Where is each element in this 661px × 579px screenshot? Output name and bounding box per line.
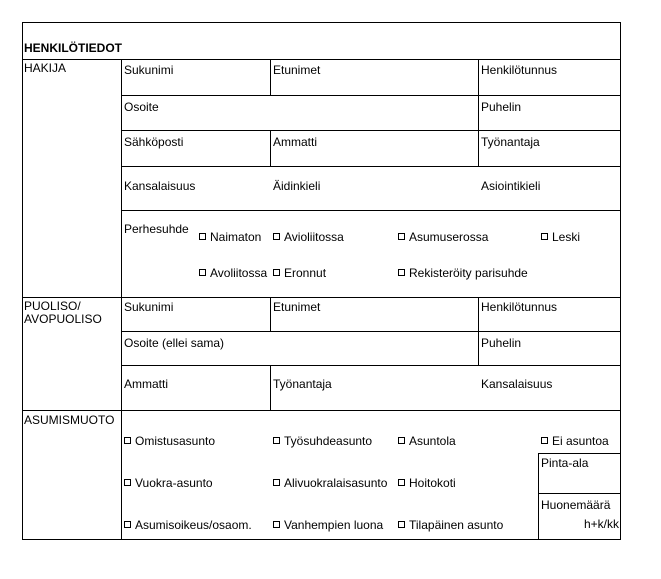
room-count-unit: h+k/kk bbox=[584, 517, 620, 531]
first-names-label: Etunimet bbox=[273, 63, 321, 77]
spouse-housing-divider bbox=[22, 410, 621, 411]
applicant-col2-line-b bbox=[270, 130, 271, 166]
checkbox-icon bbox=[541, 437, 548, 444]
spouse-first-names-label: Etunimet bbox=[273, 300, 321, 314]
checkbox-icon bbox=[124, 521, 131, 528]
spouse-col2-line-a bbox=[270, 297, 271, 331]
checkbox-icon bbox=[398, 233, 405, 240]
label-column-divider bbox=[121, 59, 122, 540]
applicant-col3-line-a bbox=[478, 59, 479, 166]
housing-option-tilapainen-asunto[interactable]: Tilapäinen asunto bbox=[398, 518, 503, 532]
applicant-col2-line-a bbox=[270, 59, 271, 95]
room-count-label: Huonemäärä bbox=[541, 498, 611, 512]
housing-option-tyosuhdeasunto[interactable]: Työsuhdeasunto bbox=[273, 434, 372, 448]
checkbox-icon bbox=[124, 437, 131, 444]
spouse-surname-label: Sukunimi bbox=[124, 300, 174, 314]
title-divider bbox=[22, 59, 621, 60]
spouse-col2-line-b bbox=[270, 365, 271, 410]
applicant-section-label: HAKIJA bbox=[24, 61, 67, 75]
family-option-rekisteroity-parisuhde[interactable]: Rekisteröity parisuhde bbox=[398, 266, 528, 280]
room-count-top-line bbox=[538, 493, 621, 494]
housing-size-column-line bbox=[538, 453, 539, 540]
spouse-nationality-label: Kansalaisuus bbox=[481, 377, 553, 391]
floor-area-top-line bbox=[538, 453, 621, 454]
applicant-row1-divider bbox=[122, 95, 621, 96]
family-option-avoliitossa[interactable]: Avoliitossa bbox=[199, 266, 267, 280]
mother-tongue-label: Äidinkieli bbox=[273, 179, 321, 193]
address-label: Osoite bbox=[124, 100, 159, 114]
spouse-employer-label: Työnantaja bbox=[273, 377, 332, 391]
form-top-border bbox=[22, 22, 621, 23]
spouse-personal-id-label: Henkilötunnus bbox=[481, 300, 558, 314]
checkbox-icon bbox=[541, 233, 548, 240]
family-option-avioliitossa[interactable]: Avioliitossa bbox=[273, 230, 344, 244]
nationality-label: Kansalaisuus bbox=[124, 179, 196, 193]
housing-option-asumisoikeus[interactable]: Asumisoikeus/osaom. bbox=[124, 518, 252, 532]
email-label: Sähköposti bbox=[124, 135, 184, 149]
applicant-row3-divider bbox=[122, 166, 621, 167]
occupation-label: Ammatti bbox=[273, 135, 318, 149]
checkbox-icon bbox=[273, 479, 280, 486]
spouse-row1-divider bbox=[122, 331, 621, 332]
form-left-border bbox=[22, 22, 23, 540]
spouse-occupation-label: Ammatti bbox=[124, 377, 169, 391]
housing-option-omistusasunto[interactable]: Omistusasunto bbox=[124, 434, 215, 448]
surname-label: Sukunimi bbox=[124, 63, 174, 77]
floor-area-label: Pinta-ala bbox=[541, 456, 589, 470]
phone-label: Puhelin bbox=[481, 100, 522, 114]
form-bottom-border bbox=[22, 539, 621, 540]
housing-option-vuokra-asunto[interactable]: Vuokra-asunto bbox=[124, 476, 213, 490]
checkbox-icon bbox=[398, 269, 405, 276]
checkbox-icon bbox=[398, 437, 405, 444]
checkbox-icon bbox=[273, 233, 280, 240]
checkbox-icon bbox=[398, 479, 405, 486]
spouse-phone-label: Puhelin bbox=[481, 336, 522, 350]
spouse-section-label-line1: PUOLISO/ bbox=[24, 299, 81, 313]
housing-option-asuntola[interactable]: Asuntola bbox=[398, 434, 456, 448]
checkbox-icon bbox=[124, 479, 131, 486]
applicant-spouse-divider bbox=[22, 297, 621, 298]
family-option-eronnut[interactable]: Eronnut bbox=[273, 266, 326, 280]
family-option-naimaton[interactable]: Naimaton bbox=[199, 230, 261, 244]
applicant-row2-divider bbox=[122, 130, 621, 131]
housing-option-vanhempien-luona[interactable]: Vanhempien luona bbox=[273, 518, 383, 532]
spouse-row2-divider bbox=[122, 365, 621, 366]
spouse-address-label: Osoite (ellei sama) bbox=[124, 336, 225, 350]
checkbox-icon bbox=[273, 521, 280, 528]
family-option-asumuserossa[interactable]: Asumuserossa bbox=[398, 230, 488, 244]
applicant-row4-divider bbox=[122, 210, 621, 211]
service-language-label: Asiointikieli bbox=[481, 179, 541, 193]
family-option-leski[interactable]: Leski bbox=[541, 230, 580, 244]
checkbox-icon bbox=[199, 233, 206, 240]
checkbox-icon bbox=[199, 269, 206, 276]
housing-option-ei-asuntoa[interactable]: Ei asuntoa bbox=[541, 434, 609, 448]
checkbox-icon bbox=[273, 269, 280, 276]
housing-option-hoitokoti[interactable]: Hoitokoti bbox=[398, 476, 456, 490]
family-status-label: Perhesuhde bbox=[124, 222, 189, 236]
spouse-col3-line bbox=[478, 297, 479, 365]
form-title: HENKILÖTIEDOT bbox=[24, 41, 122, 55]
spouse-section-label-line2: AVOPUOLISO bbox=[24, 312, 102, 326]
checkbox-icon bbox=[273, 437, 280, 444]
personal-id-label: Henkilötunnus bbox=[481, 63, 558, 77]
employer-label: Työnantaja bbox=[481, 135, 540, 149]
housing-section-label: ASUMISMUOTO bbox=[24, 413, 115, 427]
form-right-border bbox=[620, 22, 621, 540]
checkbox-icon bbox=[398, 521, 405, 528]
housing-option-alivuokralaisasunto[interactable]: Alivuokralaisasunto bbox=[273, 476, 387, 490]
